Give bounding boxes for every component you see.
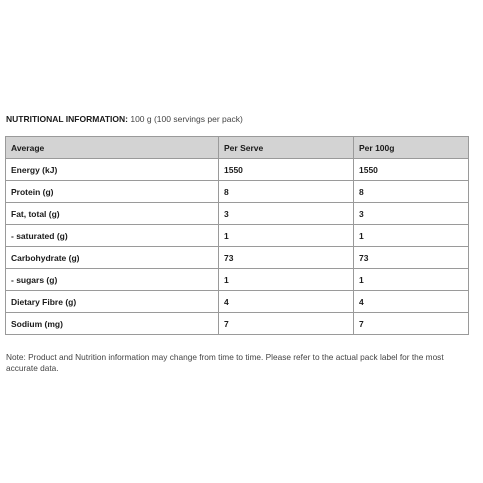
per-100g-value: 1 xyxy=(354,225,469,247)
nutrient-name: - saturated (g) xyxy=(6,225,219,247)
nutrition-heading-detail: 100 g (100 servings per pack) xyxy=(127,114,243,124)
table-row xyxy=(6,225,469,247)
nutrient-name: Energy (kJ) xyxy=(6,159,219,181)
per-serve-value: 1 xyxy=(219,225,354,247)
disclaimer-note: Note: Product and Nutrition information may change from time to time. Please refer to the actual pack label for the most accurate data. xyxy=(6,352,444,373)
per-100g-value: 8 xyxy=(354,181,469,203)
table-header-row xyxy=(6,137,469,159)
per-serve-value: 1 xyxy=(219,269,354,291)
table-row xyxy=(6,159,469,181)
per-serve-value: 4 xyxy=(219,291,354,313)
column-header-average: Average xyxy=(6,137,219,159)
nutrition-table xyxy=(5,136,469,335)
nutrition-heading-label: NUTRITIONAL INFORMATION: xyxy=(6,114,128,124)
table-row xyxy=(6,291,469,313)
nutrient-name: Sodium (mg) xyxy=(6,313,219,335)
table-row xyxy=(6,181,469,203)
per-100g-value: 4 xyxy=(354,291,469,313)
nutrient-name: Dietary Fibre (g) xyxy=(6,291,219,313)
table-row xyxy=(6,313,469,335)
per-100g-value: 73 xyxy=(354,247,469,269)
per-serve-value: 1550 xyxy=(219,159,354,181)
per-serve-value: 3 xyxy=(219,203,354,225)
per-100g-value: 7 xyxy=(354,313,469,335)
column-header-per-100g: Per 100g xyxy=(354,137,469,159)
table-row xyxy=(6,247,469,269)
nutrient-name: - sugars (g) xyxy=(6,269,219,291)
per-100g-value: 1550 xyxy=(354,159,469,181)
table-row xyxy=(6,203,469,225)
per-serve-value: 7 xyxy=(219,313,354,335)
nutrient-name: Protein (g) xyxy=(6,181,219,203)
nutrient-name: Fat, total (g) xyxy=(6,203,219,225)
per-100g-value: 3 xyxy=(354,203,469,225)
nutrient-name: Carbohydrate (g) xyxy=(6,247,219,269)
per-100g-value: 1 xyxy=(354,269,469,291)
table-row xyxy=(6,269,469,291)
per-serve-value: 73 xyxy=(219,247,354,269)
column-header-per-serve: Per Serve xyxy=(219,137,354,159)
nutrition-heading xyxy=(6,113,243,125)
per-serve-value: 8 xyxy=(219,181,354,203)
